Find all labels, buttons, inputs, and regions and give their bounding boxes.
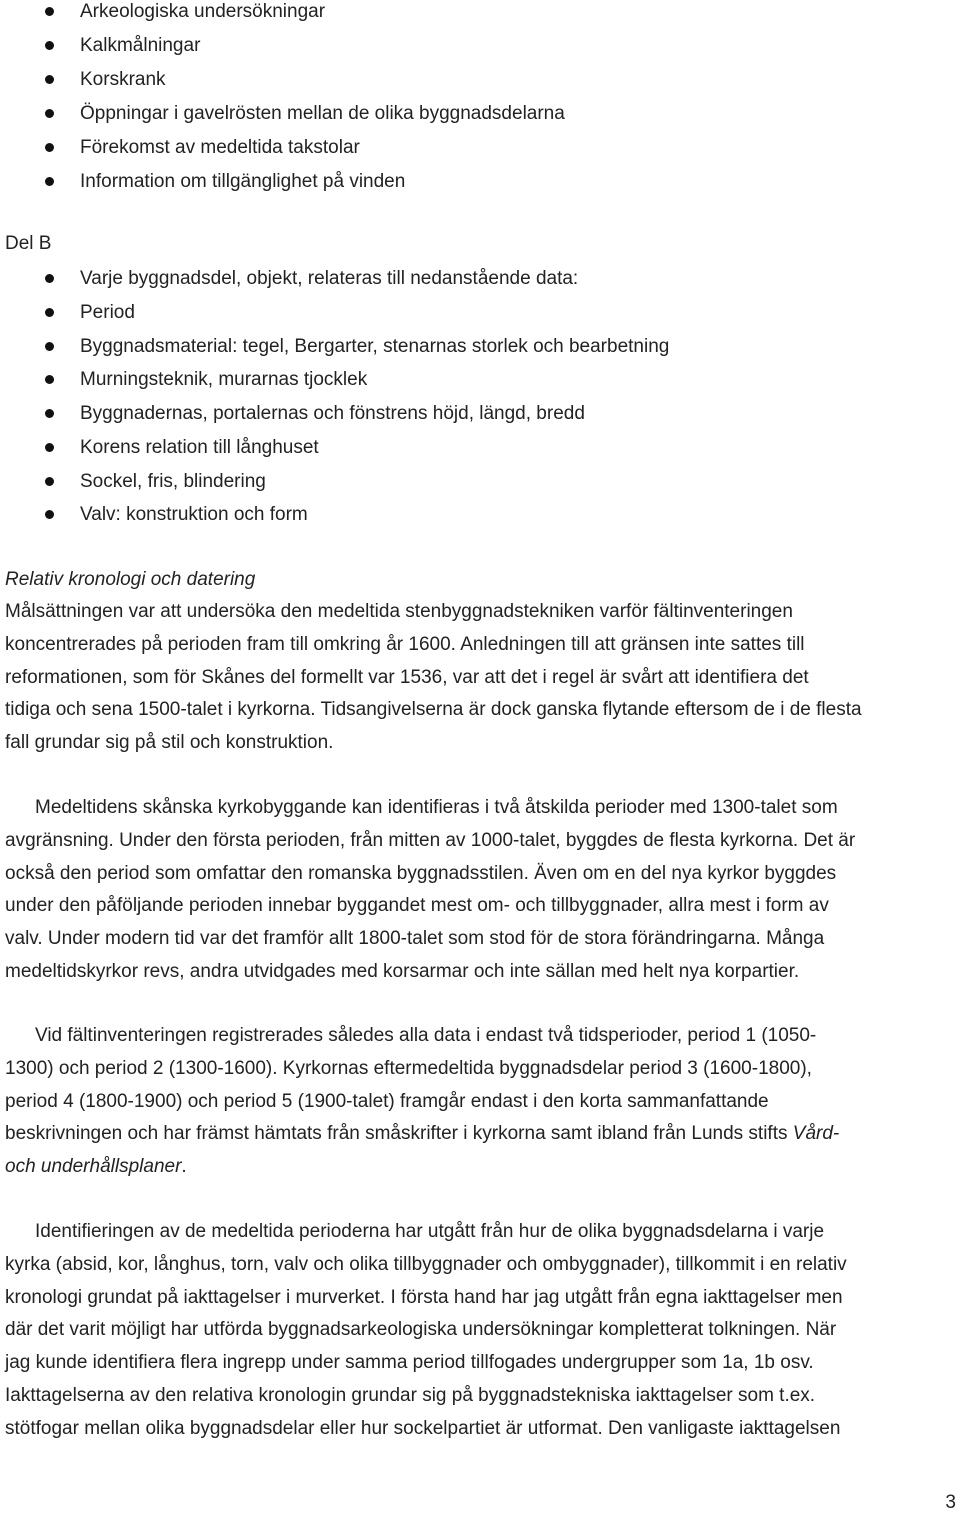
- bullet-icon: [45, 143, 54, 152]
- paragraph: [5, 596, 955, 760]
- paragraph-line: där det varit möjligt har utförda byggnadsarkeologiska undersökningar kompletterat tolkningen. När: [5, 1319, 837, 1341]
- list-item: [0, 431, 960, 465]
- bullet-icon: [45, 7, 54, 16]
- bullet-icon: [45, 41, 54, 50]
- paragraph-line: [5, 1151, 955, 1184]
- paragraph: [5, 1020, 955, 1184]
- page-number: 3: [945, 1492, 956, 1513]
- bullet-icon: [45, 308, 54, 317]
- list-item-text: Sockel, fris, blindering: [80, 470, 266, 492]
- italic-title-text: Vård-: [792, 1123, 840, 1145]
- list-item-text: Kalkmålningar: [80, 35, 201, 56]
- paragraph-line: kyrka (absid, kor, långhus, torn, valv och olika tillbyggnader och ombyggnader), tillkommit i en relativ: [5, 1253, 847, 1275]
- list-item: [0, 29, 960, 63]
- bullet-icon: [45, 342, 54, 351]
- paragraph-line: period 4 (1800-1900) och period 5 (1900-talet) framgår endast i den korta sammanfattande: [5, 1090, 769, 1112]
- paragraph-line: Målsättningen var att undersöka den medeltida stenbyggnadstekniken varför fältinventeringen: [5, 601, 793, 622]
- paragraph: [5, 1216, 955, 1446]
- paragraph-line: fall grundar sig på stil och konstruktion.: [5, 732, 334, 754]
- list-item-text: Arkeologiska undersökningar: [80, 1, 326, 22]
- list-item: [0, 165, 960, 199]
- paragraph-text: .: [181, 1156, 187, 1178]
- paragraph-line: [5, 1118, 955, 1151]
- italic-title-text: och underhållsplaner: [5, 1156, 182, 1178]
- list-item: [0, 63, 960, 97]
- bullet-icon: [45, 477, 54, 486]
- bullet-icon: [45, 443, 54, 452]
- paragraph-line: Identifieringen av de medeltida perioderna har utgått från hur de olika byggnadsdelarna i varje: [35, 1221, 825, 1242]
- list-item-text: Korskrank: [80, 69, 166, 90]
- paragraph-line: reformationen, som för Skånes del formellt var 1536, var att det i regel är svårt att identifiera det: [5, 666, 809, 688]
- list-item: [0, 363, 960, 397]
- bullet-icon: [45, 109, 54, 118]
- paragraph-line: koncentrerades på perioden fram till omkring år 1600. Anledningen till att gränsen inte sattes till: [5, 633, 805, 655]
- list-item-text: Byggnadernas, portalernas och fönstrens höjd, längd, bredd: [80, 403, 585, 424]
- bullet-icon: [45, 375, 54, 384]
- bullet-list-b: [0, 262, 960, 532]
- paragraph-line: 1300) och period 2 (1300-1600). Kyrkornas eftermedeltida byggnadsdelar period 3 (1600-1800),: [5, 1057, 812, 1079]
- paragraph-line: stötfogar mellan olika byggnadsdelar eller hur sockelpartiet är utformat. Den vanligaste iakttagelsen: [5, 1417, 841, 1439]
- bullet-icon: [45, 274, 54, 283]
- list-item: [0, 131, 960, 165]
- list-item-text: Öppningar i gavelrösten mellan de olika byggnadsdelarna: [80, 103, 565, 124]
- list-item: [0, 97, 960, 131]
- list-item: [0, 465, 960, 499]
- list-item-text: Korens relation till långhuset: [80, 436, 319, 458]
- bullet-icon: [45, 177, 54, 186]
- paragraph-line: under den påföljande perioden innebar byggandet mest om- och tillbyggnader, allra mest i form av: [5, 895, 829, 917]
- section-label-del-b: Del B: [5, 233, 52, 254]
- bullet-icon: [45, 75, 54, 84]
- list-item: [0, 0, 960, 29]
- list-item-text: Information om tillgänglighet på vinden: [80, 171, 406, 192]
- list-item: [0, 262, 960, 296]
- bullet-list-a: [0, 0, 960, 199]
- paragraph-line: Iakttagelserna av den relativa kronologin grundar sig på byggnadstekniska iakttagelser som t.ex.: [5, 1384, 816, 1406]
- section-heading: Relativ kronologi och datering: [5, 569, 256, 590]
- paragraph-line: kronologi grundat på iakttagelser i murverket. I första hand har jag utgått från egna iakttagelser men: [5, 1286, 843, 1308]
- paragraph-line: tidiga och sena 1500-talet i kyrkorna. Tidsangivelserna är dock ganska flytande eftersom de i de flesta: [5, 699, 862, 721]
- paragraph-line: Medeltidens skånska kyrkobyggande kan identifieras i två åtskilda perioder med 1300-talet som: [35, 797, 838, 818]
- list-item-text: Valv: konstruktion och form: [80, 504, 308, 526]
- paragraph-line: valv. Under modern tid var det framför allt 1800-talet som stod för de stora förändringarna. Många: [5, 928, 825, 950]
- paragraph-line: Vid fältinventeringen registrerades således alla data i endast två tidsperioder, period 1 (1050-: [35, 1025, 817, 1046]
- bullet-icon: [45, 409, 54, 418]
- list-item: [0, 330, 960, 364]
- list-item-text: Varje byggnadsdel, objekt, relateras till nedanstående data:: [80, 268, 579, 289]
- list-item: [0, 498, 960, 532]
- paragraph-line: medeltidskyrkor revs, andra utvidgades med korsarmar och inte sällan med helt nya korpartier.: [5, 960, 800, 982]
- list-item: [0, 397, 960, 431]
- list-item: [0, 296, 960, 330]
- list-item-text: Byggnadsmaterial: tegel, Bergarter, stenarnas storlek och bearbetning: [80, 335, 670, 357]
- paragraph-line: avgränsning. Under den första perioden, från mitten av 1000-talet, byggdes de flesta kyrkorna. Det är: [5, 829, 856, 851]
- list-item-text: Period: [80, 301, 135, 323]
- list-item-text: Murningsteknik, murarnas tjocklek: [80, 369, 368, 391]
- paragraph-line: jag kunde identifiera flera ingrepp under samma period tillfogades undergrupper som 1a, 1b osv.: [5, 1352, 814, 1374]
- bullet-icon: [45, 510, 54, 519]
- list-item-text: Förekomst av medeltida takstolar: [80, 137, 360, 158]
- paragraph-line: också den period som omfattar den romanska byggnadsstilen. Även om en del nya kyrkor byggdes: [5, 862, 837, 884]
- paragraph-text: beskrivningen och har främst hämtats från småskrifter i kyrkorna samt ibland från Lunds stifts: [5, 1123, 793, 1145]
- paragraph: [5, 792, 955, 989]
